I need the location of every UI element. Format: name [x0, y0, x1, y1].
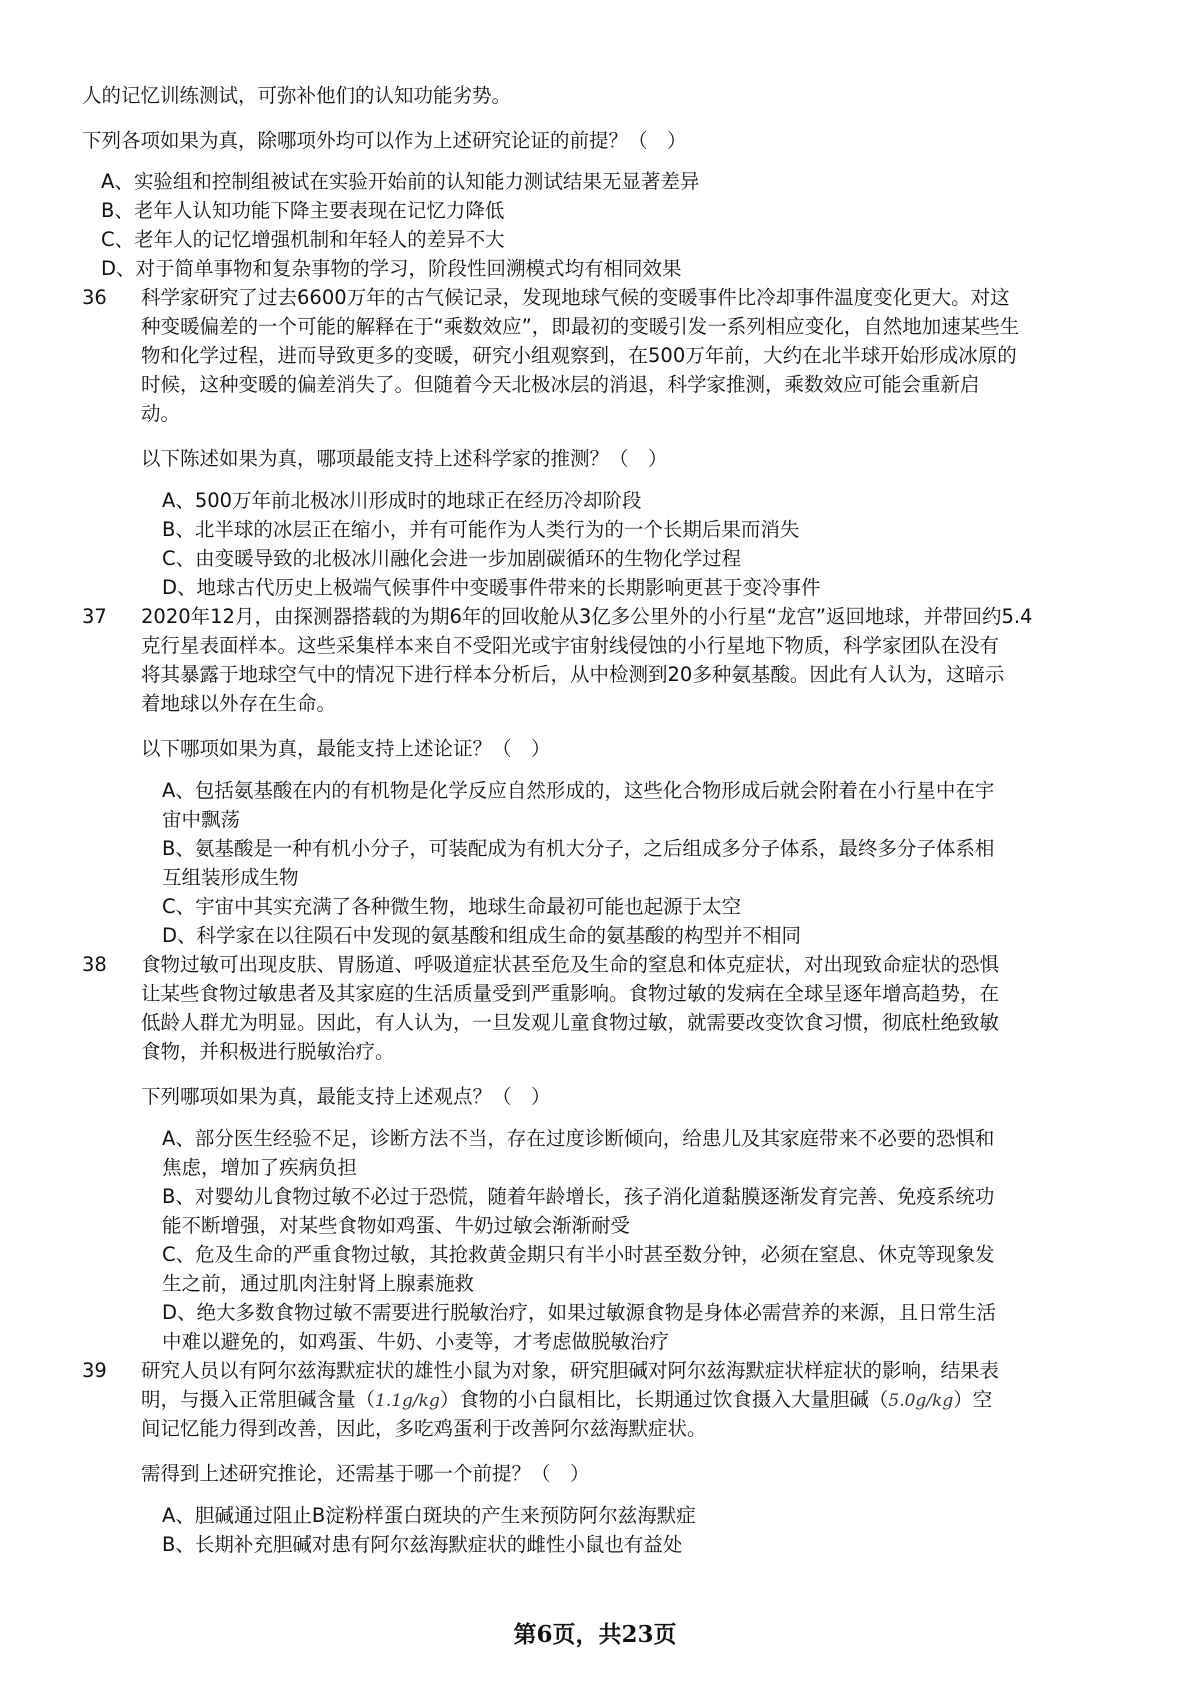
q36-option-c: C、由变暖导致的北极冰川融化会进一步加剧碳循环的生物化学过程 — [162, 547, 742, 570]
q37-option-d: D、科学家在以往陨石中发现的氨基酸和组成生命的氨基酸的构型并不相同 — [162, 924, 802, 947]
q37-option-b-cont: 互组装形成生物 — [162, 866, 299, 889]
q39-formula-normal-dose: 1.1g/kg — [375, 1391, 440, 1411]
q37-text-line: 2020年12月，由探测器搭载的为期6年的回收舱从3亿多公里外的小行星“龙宫”返回地球，并带回约5.4 — [141, 605, 1033, 628]
q39-stem: 需得到上述研究推论，还需基于哪一个前提？（ ） — [141, 1462, 590, 1485]
intro-text: 人的记忆训练测试，可弥补他们的认知功能劣势。 — [82, 84, 512, 107]
q39-formula-high-dose: 5.0g/kg — [888, 1391, 954, 1411]
intro-question: 下列各项如果为真，除哪项外均可以作为上述研究论证的前提？（ ） — [82, 129, 687, 152]
q38-option-c: C、危及生命的严重食物过敏，其抢救黄金期只有半小时甚至数分钟，必须在窒息、休克等现象发 — [162, 1243, 995, 1266]
q38-option-d-cont: 中难以避免的，如鸡蛋、牛奶、小麦等，才考虑做脱敏治疗 — [162, 1330, 670, 1353]
q38-text-line: 让某些食物过敏患者及其家庭的生活质量受到严重影响。食物过敏的发病在全球呈逐年增高趋势，在 — [141, 982, 1000, 1005]
page-number: 第6页，共23页 — [513, 1621, 677, 1648]
q36-number: 36 — [82, 286, 107, 309]
q39-text-line: 研究人员以有阿尔兹海默症状的雄性小鼠为对象，研究胆碱对阿尔兹海默症状样症状的影响，结果表 — [141, 1359, 1000, 1382]
q37-option-a: A、包括氨基酸在内的有机物是化学反应自然形成的，这些化合物形成后就会附着在小行星中在宇 — [162, 779, 995, 802]
q39-option-a: A、胆碱通过阻止B淀粉样蛋白斑块的产生来预防阿尔兹海默症 — [162, 1504, 696, 1527]
q37-text-line: 将其暴露于地球空气中的情况下进行样本分析后，从中检测到20多种氨基酸。因此有人认为，这暗示 — [141, 663, 1005, 686]
q38-option-a-cont: 焦虑，增加了疾病负担 — [162, 1156, 358, 1179]
q38-number: 38 — [82, 953, 107, 976]
q39-option-b: B、长期补充胆碱对患有阿尔兹海默症状的雌性小鼠也有益处 — [162, 1533, 683, 1556]
q39-number: 39 — [82, 1359, 107, 1382]
q39-text-line: 间记忆能力得到改善，因此，多吃鸡蛋利于改善阿尔兹海默症状。 — [141, 1417, 707, 1440]
q38-text-line: 低龄人群尤为明显。因此，有人认为，一旦发观儿童食物过敏，就需要改变饮食习惯，彻底杜绝致敏 — [141, 1011, 1000, 1034]
q36-option-a: A、500万年前北极冰川形成时的地球正在经历冷却阶段 — [162, 489, 642, 512]
q38-option-a: A、部分医生经验不足，诊断方法不当，存在过度诊断倾向，给患儿及其家庭带来不必要的恐惧和 — [162, 1127, 995, 1150]
q39-text-line-with-formula — [141, 1390, 992, 1410]
q36-text-line: 动。 — [141, 402, 181, 425]
q38-stem: 下列哪项如果为真，最能支持上述观点？（ ） — [141, 1085, 551, 1108]
q36-option-d: D、地球古代历史上极端气候事件中变暖事件带来的长期影响更甚于变冷事件 — [162, 576, 821, 599]
intro-option-b: B、老年人认知功能下降主要表现在记忆力降低 — [101, 199, 505, 222]
q38-text-line: 食物过敏可出现皮肤、胃肠道、呼吸道症状甚至危及生命的窒息和体克症状，对出现致命症状的恐惧 — [141, 953, 1000, 976]
q39-text-segment: ）空 — [953, 1388, 993, 1411]
q36-text-line: 种变暖偏差的一个可能的解释在于“乘数效应”，即最初的变暖引发一系列相应变化，自然地加速某些生 — [141, 315, 1020, 338]
q38-option-b: B、对婴幼儿食物过敏不必过于恐慌，随着年龄增长，孩子消化道黏膜逐渐发育完善、免疫系统功 — [162, 1185, 995, 1208]
q36-text-line: 科学家研究了过去6600万年的古气候记录，发现地球气候的变暖事件比冷却事件温度变化更大。对这 — [141, 286, 1010, 309]
q36-option-b: B、北半球的冰层正在缩小，并有可能作为人类行为的一个长期后果而消失 — [162, 518, 800, 541]
q38-option-d: D、绝大多数食物过敏不需要进行脱敏治疗，如果过敏源食物是身体必需营养的来源，且日常生活 — [162, 1301, 997, 1324]
q37-option-a-cont: 宙中飘荡 — [162, 808, 241, 831]
q37-option-b: B、氨基酸是一种有机小分子，可装配成为有机大分子，之后组成多分子体系，最终多分子体系相 — [162, 837, 995, 860]
q37-text-line: 克行星表面样本。这些采集样本来自不受阳光或宇宙射线侵蚀的小行星地下物质，科学家团队在没有 — [141, 634, 1000, 657]
q39-text-segment: 明，与摄入正常胆碱含量（ — [141, 1388, 376, 1411]
intro-option-d: D、对于简单事物和复杂事物的学习，阶段性回溯模式均有相同效果 — [101, 257, 682, 280]
intro-option-a: A、实验组和控制组被试在实验开始前的认知能力测试结果无显著差异 — [101, 170, 700, 193]
q37-text-line: 着地球以外存在生命。 — [141, 692, 337, 715]
q36-text-line: 物和化学过程，进而导致更多的变暖，研究小组观察到，在500万年前，大约在北半球开始形成冰原的 — [141, 344, 1017, 367]
q37-option-c: C、宇宙中其实充满了各种微生物，地球生命最初可能也起源于太空 — [162, 895, 742, 918]
intro-option-c: C、老年人的记忆增强机制和年轻人的差异不大 — [101, 228, 505, 251]
q37-stem: 以下哪项如果为真，最能支持上述论证？（ ） — [141, 737, 551, 760]
q36-stem: 以下陈述如果为真，哪项最能支持上述科学家的推测？（ ） — [141, 447, 668, 470]
q37-number: 37 — [82, 605, 107, 628]
q39-text-segment: ）食物的小白鼠相比，长期通过饮食摄入大量胆碱（ — [439, 1388, 889, 1411]
q38-option-b-cont: 能不断增强，对某些食物如鸡蛋、牛奶过敏会渐渐耐受 — [162, 1214, 631, 1237]
q36-text-line: 时候，这种变暖的偏差消失了。但随着今天北极冰层的消退，科学家推测，乘数效应可能会重新启 — [141, 373, 980, 396]
q38-option-c-cont: 生之前，通过肌肉注射肾上腺素施救 — [162, 1272, 475, 1295]
q38-text-line: 食物，并积极进行脱敏治疗。 — [141, 1040, 395, 1063]
